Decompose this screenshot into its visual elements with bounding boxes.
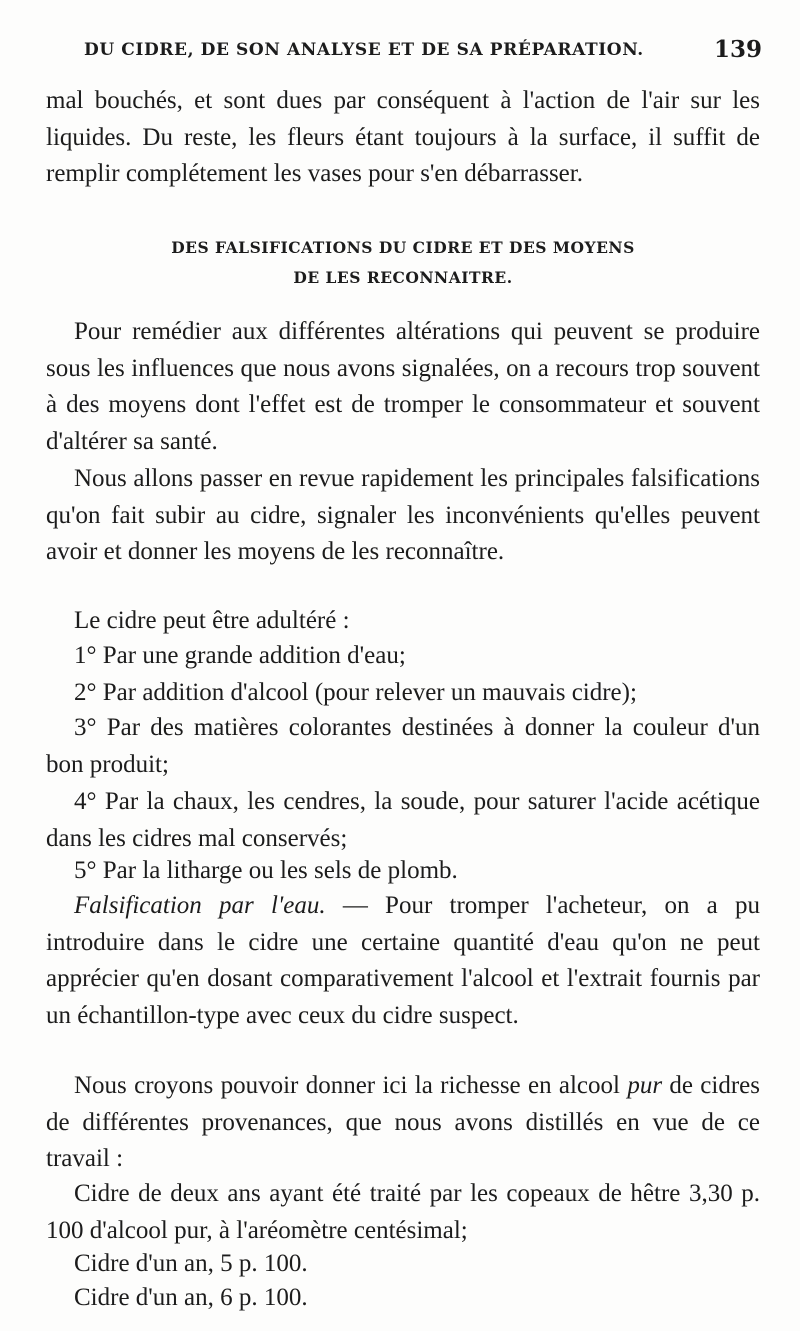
section-heading xyxy=(46,233,760,293)
paragraph-alcohol-content xyxy=(46,1068,760,1178)
list-item: 4° Par la chaux, les cendres, la soude, pour saturer l'acide acétique dans les cidres mal conservés; xyxy=(46,788,760,852)
page-number: 139 xyxy=(713,36,762,63)
running-header xyxy=(84,38,762,68)
sample-entry: Cidre de deux ans ayant été traité par les copeaux de hêtre 3,30 p. 100 d'alcool pur, à l'aréomètre centésimal; xyxy=(46,1180,760,1244)
running-title: DU CIDRE, DE SON ANALYSE ET DE SA PRÉPARATION. xyxy=(84,40,644,60)
subsection-title: Falsification par l'eau. xyxy=(74,892,326,919)
emphasis-pur: pur xyxy=(627,1072,663,1099)
sample-entry: Cidre d'un an, 5 p. 100. xyxy=(74,1250,308,1277)
sample-entry: Cidre d'un an, 6 p. 100. xyxy=(74,1284,308,1311)
list-item: 3° Par des matières colorantes destinées à donner la couleur d'un bon produit; xyxy=(46,714,760,778)
section-heading-line-1: DES FALSIFICATIONS DU CIDRE ET DES MOYENS xyxy=(171,238,635,257)
section-heading-line-2: DE LES RECONNAITRE. xyxy=(293,268,513,287)
paragraph-list-intro: Le cidre peut être adultéré : xyxy=(74,607,350,634)
list-item: 2° Par addition d'alcool (pour relever un mauvais cidre); xyxy=(74,679,637,706)
paragraph-intro: Pour remédier aux différentes altérations qui peuvent se produire sous les influences que nous avons signalées, on a recours trop souvent à des moyens dont l'effet est de tromper le consommateur et souvent d'altérer sa santé. xyxy=(46,318,760,455)
list-item: 1° Par une grande addition d'eau; xyxy=(74,642,406,669)
paragraph-water-text: — Pour tromper l'acheteur, on a pu introduire dans le cidre une certaine quantité d'eau qu'on ne peut apprécier qu'en dosant comparativement l'alcool et l'extrait fournis par un échantillon-type avec ceux du cidre suspect. xyxy=(46,892,760,1029)
list-item: 5° Par la litharge ou les sels de plomb. xyxy=(74,857,458,884)
paragraph-water-falsification xyxy=(46,888,760,1034)
paragraph-overview: Nous allons passer en revue rapidement les principales falsifications qu'on fait subir au cidre, signaler les inconvénients qu'elles peuvent avoir et donner les moyens de les reconnaître. xyxy=(46,465,760,565)
paragraph-alcohol-text-a: Nous croyons pouvoir donner ici la richesse en alcool xyxy=(74,1072,628,1099)
paragraph-continuation: mal bouchés, et sont dues par conséquent à l'action de l'air sur les liquides. Du reste, les fleurs étant toujours à la surface, il suffit de remplir complétement les vases pour s'en débarrasser. xyxy=(46,87,760,187)
paragraph-alcohol-text-b: de cidres de différentes provenances, que nous avons distillés en vue de ce travail : xyxy=(46,1072,760,1172)
